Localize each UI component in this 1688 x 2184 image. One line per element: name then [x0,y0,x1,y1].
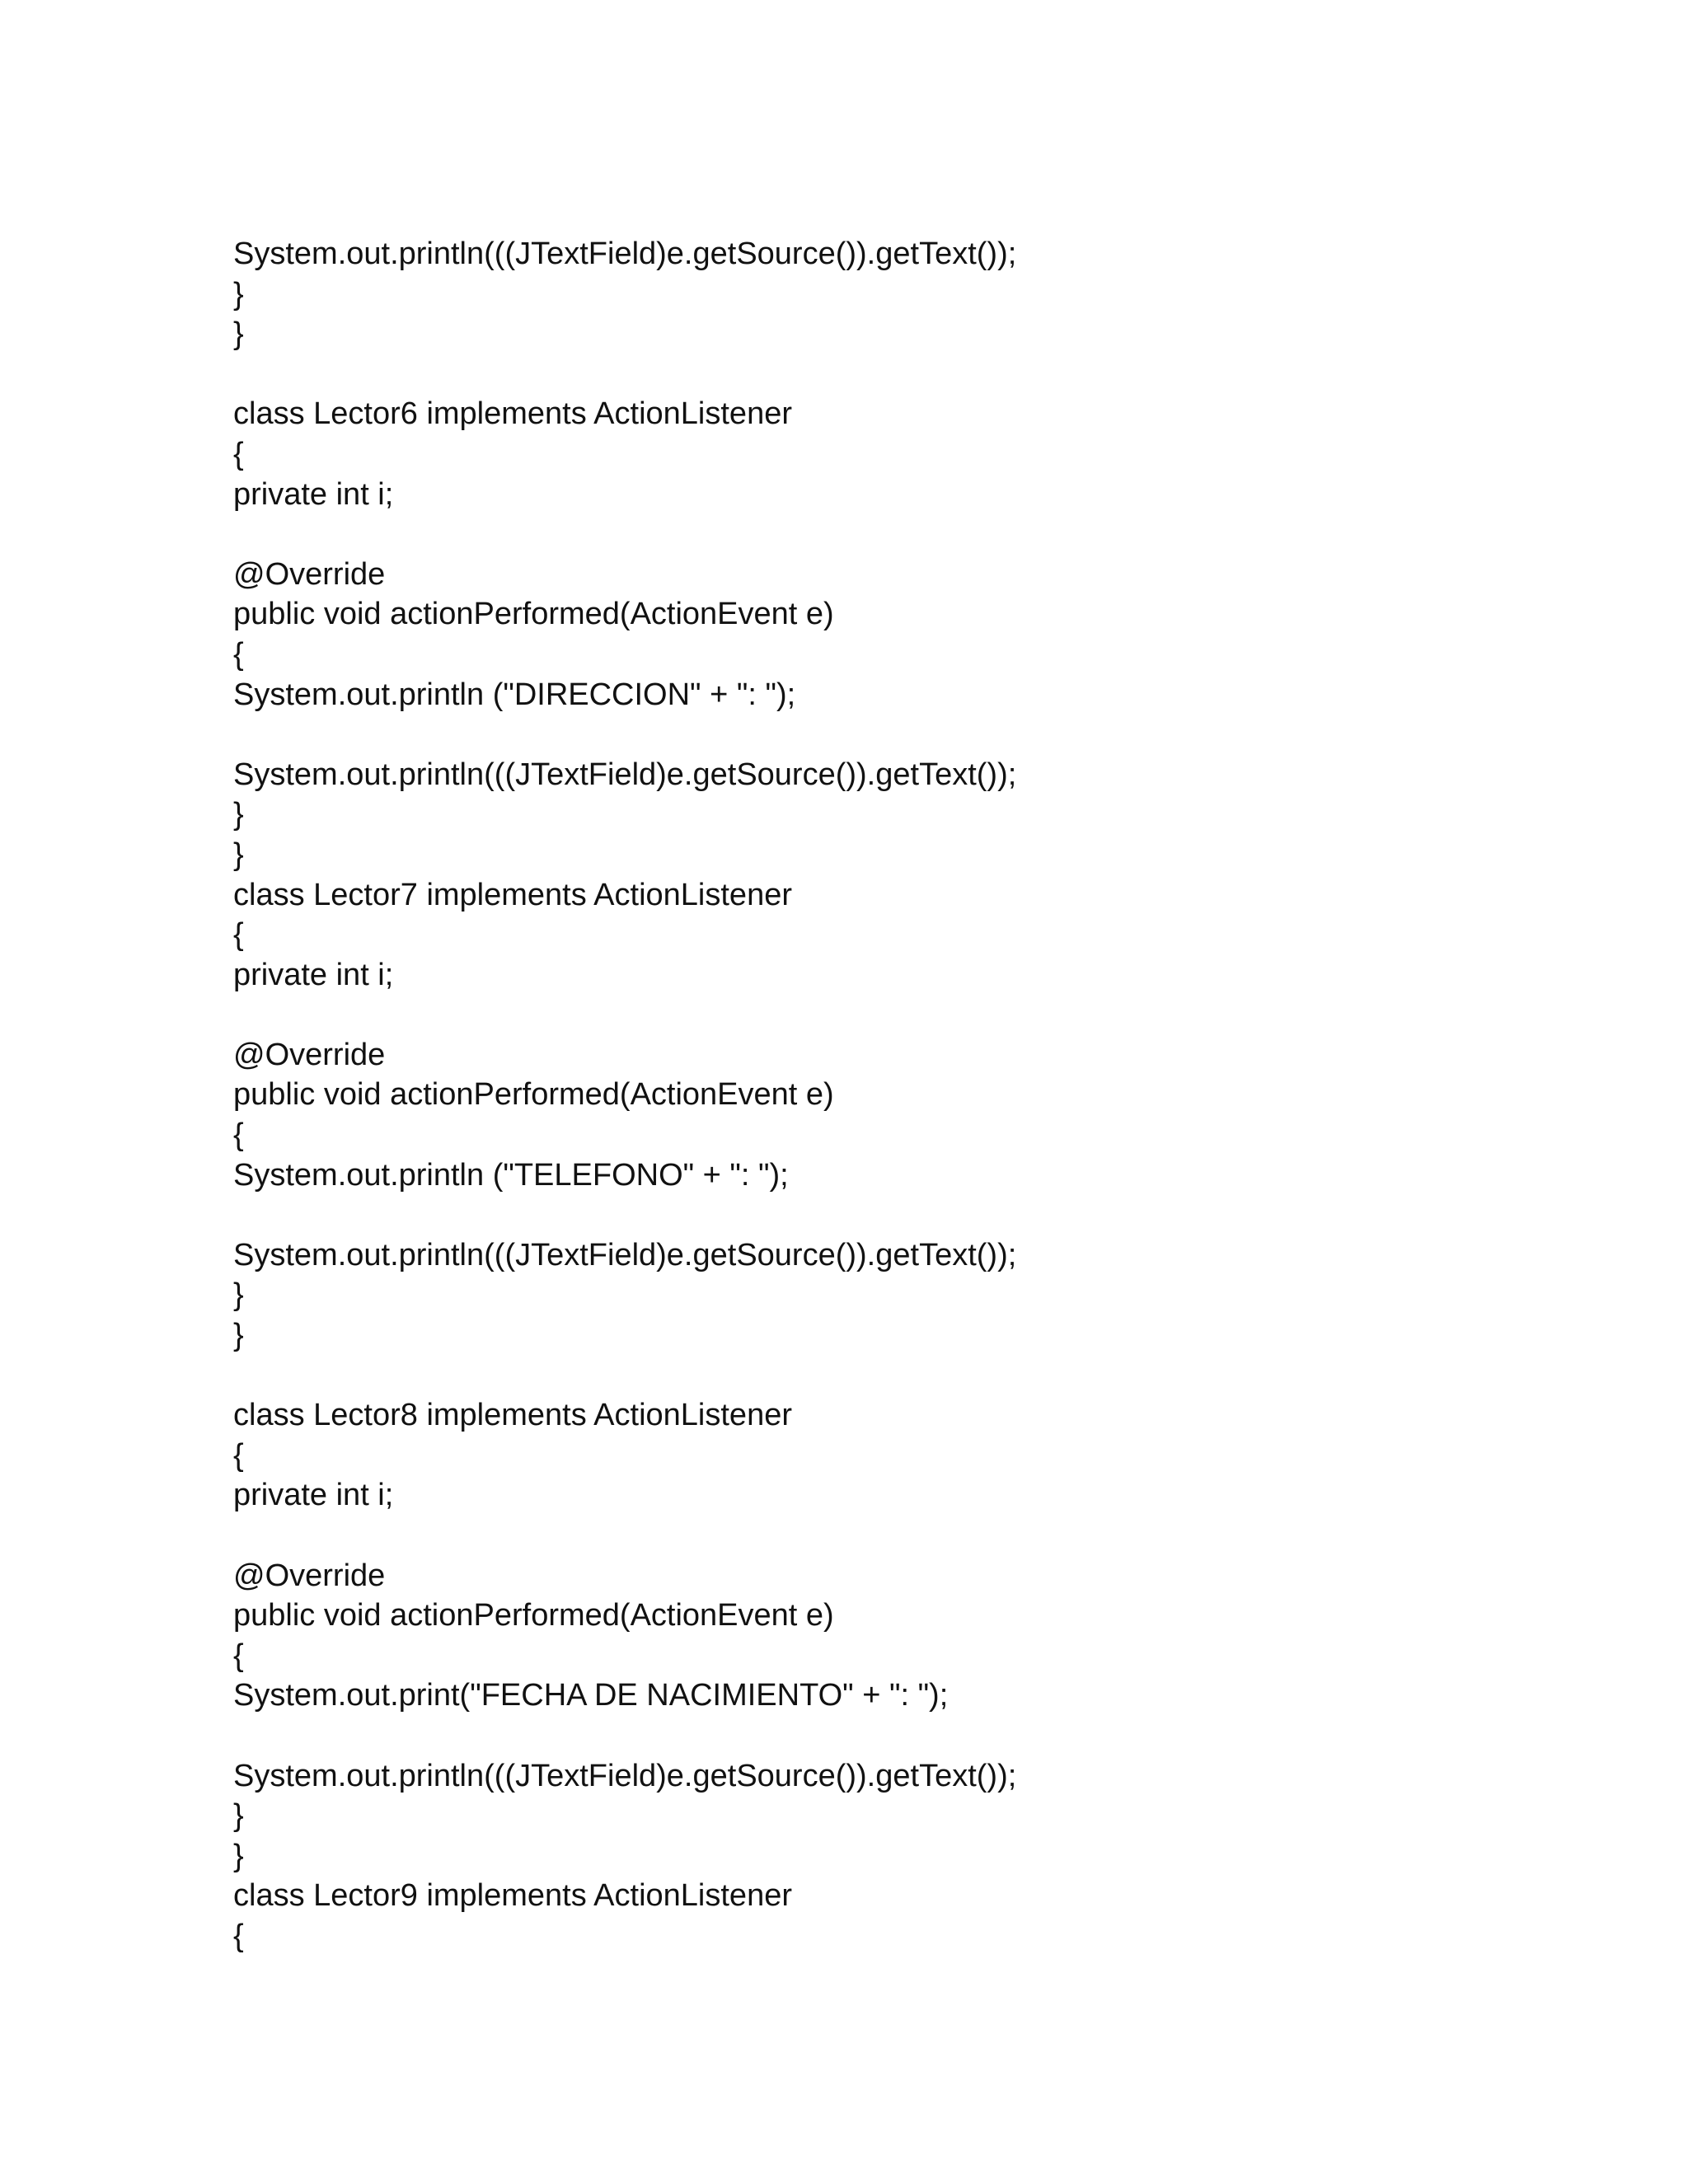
code-line: class Lector8 implements ActionListener [233,1398,792,1433]
code-line: } [233,837,244,872]
code-line: System.out.println(((JTextField)e.getSource()).getText()); [233,237,1017,271]
code-line: @Override [233,556,386,592]
code-line: { [233,636,244,672]
code-line [233,514,1552,555]
code-line: System.out.println(((JTextField)e.getSource()).getText()); [233,1758,1017,1793]
code-line: { [233,436,244,471]
code-line: System.out.print("FECHA DE NACIMIENTO" + ": "); [233,1678,949,1713]
code-line: { [233,1918,244,1953]
code-line: class Lector6 implements ActionListener [233,396,792,432]
code-line: { [233,917,244,953]
code-line [233,354,1552,395]
code-line: public void actionPerformed(ActionEvent e) [233,1077,834,1113]
code-line: class Lector9 implements ActionListener [233,1878,792,1914]
code-line: System.out.println ("TELEFONO" + ": "); [233,1157,789,1193]
code-line: } [233,1277,244,1313]
code-block [233,234,1552,1957]
code-line [233,1195,1552,1235]
code-line [233,1716,1552,1756]
code-line: { [233,1437,244,1473]
code-line: } [233,1798,244,1834]
code-line: public void actionPerformed(ActionEvent e) [233,1598,834,1633]
code-line: @Override [233,1037,386,1072]
code-line: System.out.println(((JTextField)e.getSource()).getText()); [233,757,1017,792]
code-line [233,995,1552,1035]
code-line: } [233,316,244,352]
code-line: System.out.println(((JTextField)e.getSource()).getText()); [233,1237,1017,1272]
code-line [233,1516,1552,1556]
code-line: private int i; [233,476,394,512]
code-line: public void actionPerformed(ActionEvent e) [233,597,834,632]
code-line [233,715,1552,755]
code-line: { [233,1118,244,1153]
code-line: System.out.println ("DIRECCION" + ": "); [233,677,796,712]
code-line: { [233,1638,244,1673]
code-line: } [233,1318,244,1353]
code-line: @Override [233,1558,386,1593]
code-line: private int i; [233,957,394,992]
code-line: } [233,276,244,312]
code-line: private int i; [233,1478,394,1513]
code-line: } [233,797,244,832]
code-line: } [233,1838,244,1873]
code-line: class Lector7 implements ActionListener [233,877,792,912]
code-line [233,1356,1552,1396]
